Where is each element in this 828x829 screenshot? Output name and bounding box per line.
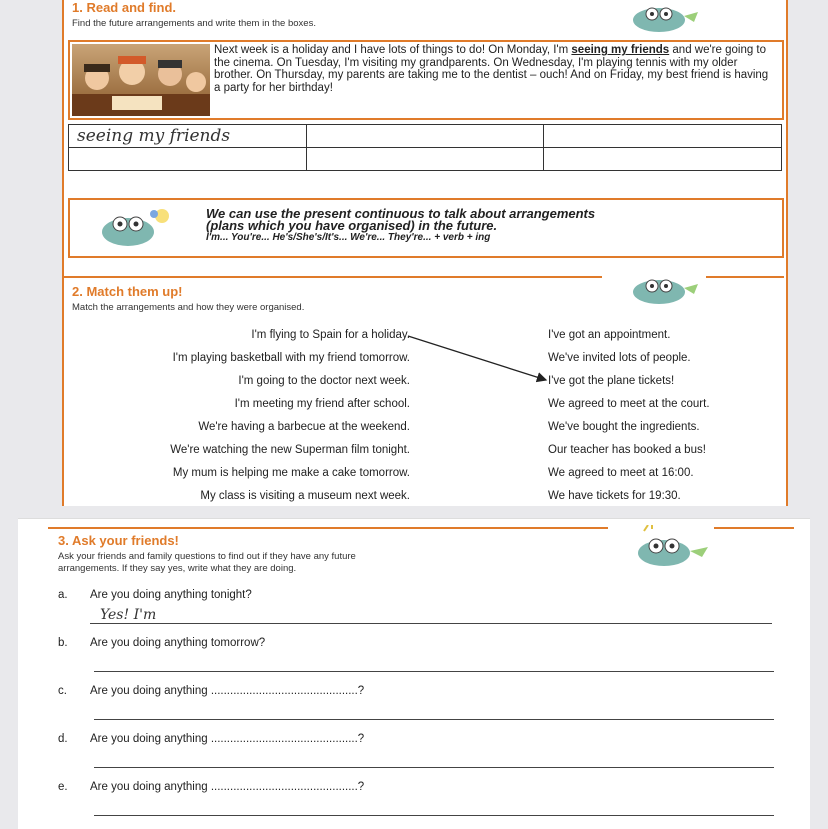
story-part-2: and we're going to the cinema. On Tuesday, I'm visiting my grandparents. On Wednesday, I'm playing tennis with my older brother. On Thursday, my parents are taking me to the dentist – ouch! And on Friday, my best friend is having a party for her birthday! [214,44,769,94]
question-letter: b. [58,637,68,649]
answer-box[interactable] [306,148,544,171]
question-b [58,637,265,649]
answer-box[interactable] [544,148,782,171]
grammar-tip-box [68,198,784,258]
answer-line[interactable] [94,815,774,816]
question-c [58,685,364,697]
mascot-with-bulb-icon [90,204,190,250]
mascot-icon [614,270,704,306]
question-letter: c. [58,685,67,697]
answer-box[interactable] [306,125,544,148]
tip-text [206,208,776,244]
question-a [58,589,252,601]
match-left-item[interactable]: I'm flying to Spain for a holiday. [251,329,410,341]
question-letter: e. [58,781,68,793]
question-text: Are you doing anything ..............................................? [90,685,365,697]
section-divider [714,527,794,529]
match-left-item[interactable]: I'm meeting my friend after school. [234,398,410,410]
match-right-item[interactable]: We've invited lots of people. [548,352,691,364]
match-left-item[interactable]: My class is visiting a museum next week. [200,490,410,502]
match-left-item[interactable]: We're watching the new Superman film tonight. [170,444,410,456]
match-right-item[interactable]: Our teacher has booked a bus! [548,444,706,456]
question-e [58,781,364,793]
answer-box[interactable]: seeing my friends [69,125,307,148]
question-text: Are you doing anything tomorrow? [90,637,266,649]
worksheet-page-1 [62,0,788,506]
answer-line[interactable] [94,671,774,672]
answer-line[interactable] [90,623,772,624]
example-match-arrow [404,330,554,390]
question-d [58,733,364,745]
mascot-icon [614,0,704,34]
section3-title: 3. Ask your friends! [58,533,179,548]
answer-handwriting[interactable]: Yes! I'm [100,607,157,623]
answer-box[interactable] [544,125,782,148]
match-right-item[interactable]: I've got the plane tickets! [548,375,675,387]
question-letter: d. [58,733,68,745]
section3-instruction-2: arrangements. If they say yes, write what they are doing. [58,563,297,574]
answer-box[interactable] [69,148,307,171]
story-box [68,40,784,120]
story-part-1: Next week is a holiday and I have lots of things to do! On Monday, I'm [214,44,572,56]
tip-line-1: We can use the present continuous to talk about arrangements [206,206,596,221]
mascot-icon [622,525,714,569]
section1-title: 1. Read and find. [72,0,177,15]
match-right-item[interactable]: I've got an appointment. [548,329,671,341]
story-highlight: seeing my friends [571,44,670,56]
question-letter: a. [58,589,68,601]
match-right-item[interactable]: We've bought the ingredients. [548,421,700,433]
section-divider [48,527,608,529]
match-left-item[interactable]: We're having a barbecue at the weekend. [198,421,410,433]
answer-boxes-table [68,124,782,171]
worksheet-page-2 [18,518,810,829]
match-right-item[interactable]: We agreed to meet at 16:00. [548,467,694,479]
answer-line[interactable] [94,767,774,768]
match-right-item[interactable]: We agreed to meet at the court. [548,398,710,410]
section1-instruction: Find the future arrangements and write them in the boxes. [72,18,316,29]
section3-instruction-1: Ask your friends and family questions to find out if they have any future [58,551,356,562]
match-right-item[interactable]: We have tickets for 19:30. [548,490,681,502]
question-text: Are you doing anything tonight? [90,589,252,601]
section-divider [64,276,602,278]
section-divider [706,276,784,278]
answer-line[interactable] [94,719,774,720]
match-left-item[interactable]: I'm going to the doctor next week. [238,375,410,387]
family-photo [72,44,210,116]
tip-line-2: (plans which you have organised) in the future. [206,218,498,233]
section2-title: 2. Match them up! [72,284,183,299]
section2-instruction: Match the arrangements and how they were organised. [72,302,305,313]
tip-line-3: I'm... You're... He's/She's/It's... We're... They're... + verb + ing [206,232,491,243]
story-text [214,44,776,94]
question-text: Are you doing anything ..............................................? [90,733,365,745]
match-left-item[interactable]: I'm playing basketball with my friend tomorrow. [172,352,410,364]
question-text: Are you doing anything ..............................................? [90,781,365,793]
match-left-item[interactable]: My mum is helping me make a cake tomorrow. [172,467,410,479]
